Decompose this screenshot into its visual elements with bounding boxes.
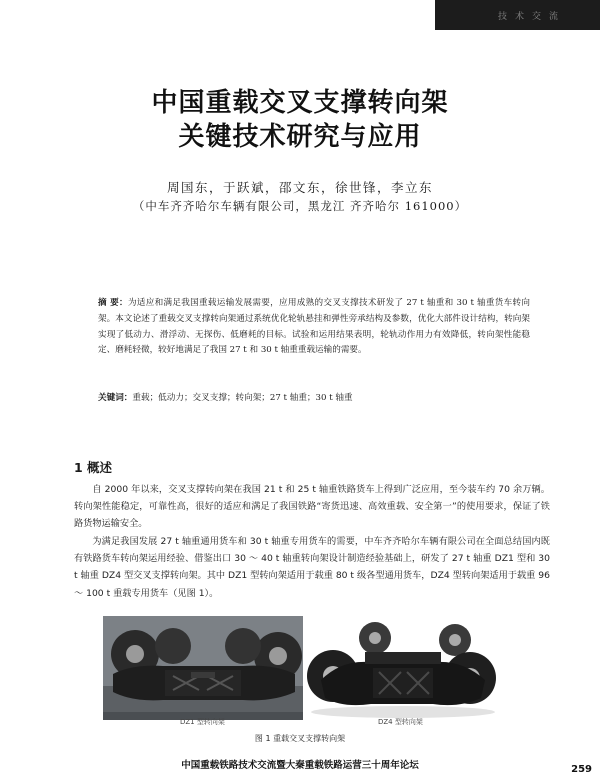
keywords-label: 关键词： — [98, 393, 133, 403]
bogie-photo-dz1 — [103, 616, 303, 720]
section-tag: 技术交流 — [497, 12, 566, 22]
figure-title: 图 1 重载交叉支撑转向架 — [254, 734, 346, 743]
paper-title-line2: 关键技术研究与应用 — [178, 122, 422, 152]
keywords-text: 重载；低动力；交叉支撑；转向架；27 t 轴重；30 t 轴重 — [132, 393, 353, 403]
paper-title-line1: 中国重载交叉支撑转向架 — [151, 88, 449, 118]
footer-forum: 中国重载铁路技术交流暨大秦重载铁路运营三十周年论坛 — [181, 760, 419, 771]
authors: 周国东，于跃斌，邵文东，徐世锋，李立东 — [166, 180, 433, 195]
caption-dz1: DZ1 型转向架 — [180, 718, 225, 726]
bogie-photo-dz4 — [305, 616, 501, 720]
abstract-text: 为适应和满足我国重载运输发展需要，应用成熟的交叉支撑技术研发了 27 t 轴重和 30 t 轴重货车转向架。本文论述了重载交叉支撑转向架通过系统优化轮轨悬挂和弹性旁承结构及参数，优化大部件设计结构，转向架实现了低动力、滑浮动、无探伤、低磨耗的目标。试验和运用结果表明，轮轨动作用力有效降低，转向架性能稳定、磨耗轻微，较好地满足了我国 27 t 和 30 t 轴重重载运输的需要。 — [98, 298, 531, 356]
page-number: 259 — [571, 764, 592, 775]
abstract-label: 摘 要： — [98, 298, 128, 308]
abstract — [98, 296, 530, 359]
caption-dz4: DZ4 型转向架 — [378, 718, 423, 726]
paragraph-1: 自 2000 年以来，交叉支撑转向架在我国 21 t 和 25 t 轴重铁路货车上得到广泛应用，至今装车约 70 余万辆。转向架性能稳定，可靠性高，很好的适应和满足了我国铁路“寄货迅速、高效重载、安全第一”的使用要求，保证了铁路货物运输安全。 — [74, 484, 550, 530]
affiliation: （中车齐齐哈尔车辆有限公司，黑龙江 齐齐哈尔 161000） — [132, 199, 468, 213]
section-heading: 1 概述 — [74, 460, 113, 475]
paragraph-2: 为满足我国发展 27 t 轴重通用货车和 30 t 轴重专用货车的需要，中车齐齐哈尔车辆有限公司在全面总结国内既有铁路货车转向架运用经验、借鉴出口 30 ～ 40 t 轴重转向架设计制造经验基础上，研发了 27 t 轴重 DZ1 型和 30 t 轴重 DZ4 型交叉支撑转向架。其中 DZ1 型转向架适用于载重 80 t 级各型通用货车，DZ4 型转向架适用于载重 96 ～ 100 t 重载专用货车（见图 1）。 — [74, 536, 550, 599]
header-band — [435, 0, 600, 30]
keywords — [98, 391, 530, 405]
